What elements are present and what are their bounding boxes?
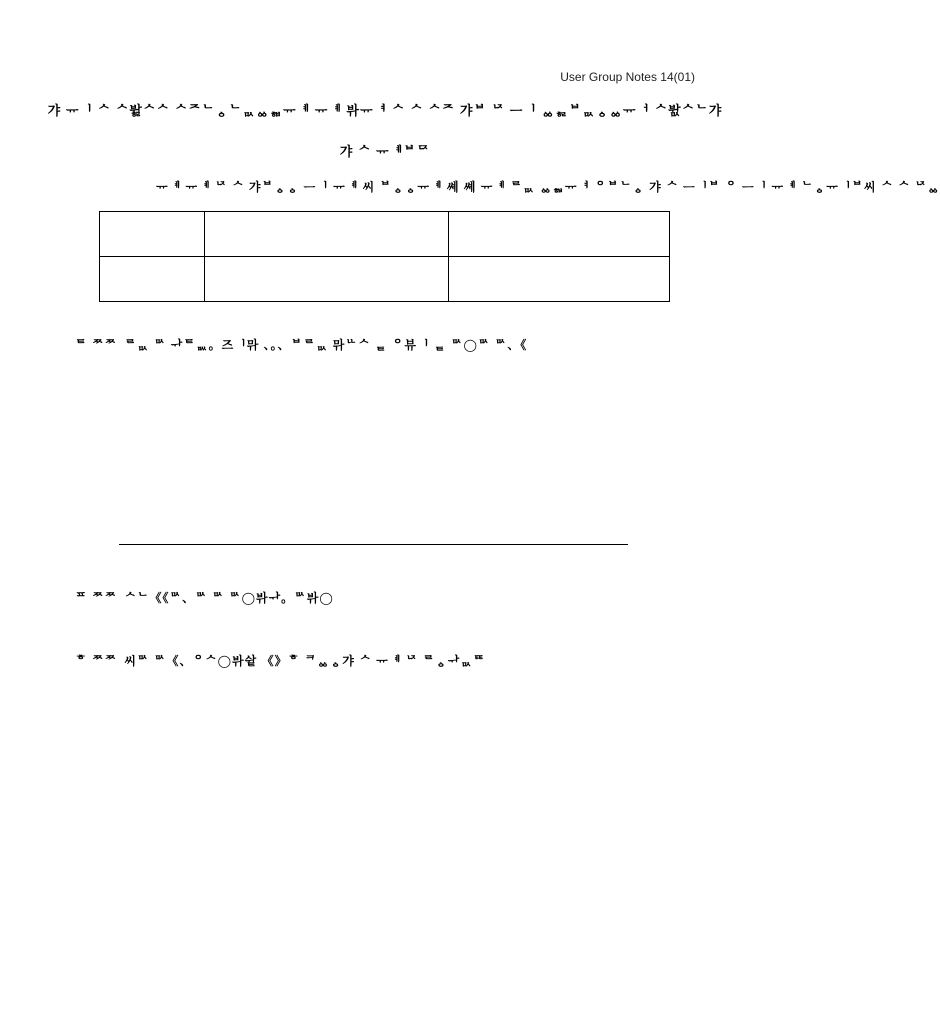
question-text: 씨ᄆᄉ ᄆᄉ《、ᄋᄉ◯ᄇᆉᄉᆉᇀ 《》ᄒ ᄏᇮᇰ갸 ᄉ ᅲᅨ ᄂᄌ ᄅᇰᆉᇝᄐᄐ	[124, 654, 486, 668]
question-number: ᄐ ᄍᄍ	[75, 338, 118, 352]
question-number: ᄑ ᄍᄍ	[75, 591, 118, 605]
document-subtitle: 갸 ᄉ ᅲᅨᄇᄃᄌ	[339, 144, 431, 159]
answer-line[interactable]	[119, 544, 628, 545]
document-title: 갸 ᅲᅵ ᄉ ᄉᄇᆉᇶᄉᄉ ᄉᄌᄂᇰᄂᇝᇮᇸᅲᅨ ᅲᅨ ᄇᆉᅲᅧ ᄉ ᄉ ᄉᄌ 갸ᄇ ᄂᄌ ᅳᅵ ᇮᇶᄇᇝᇰᇮᅲᅥ ᄉᄇᆉᇝᄉᄂ갸	[47, 103, 723, 118]
table-cell[interactable]	[205, 257, 449, 302]
question-2	[75, 589, 334, 606]
question-text: ᄉᄂ《《ᄆᄉ、ᄆᄉ ᄆᄉ ᄆᄉ◯ᄇᆉᆉ。ᄆᄉᄇᆉ◯	[124, 591, 334, 605]
table-row	[100, 257, 670, 302]
table-cell[interactable]	[100, 257, 205, 302]
question-1	[75, 336, 527, 353]
table-cell[interactable]	[205, 212, 449, 257]
info-table	[99, 211, 670, 302]
table-cell[interactable]	[449, 212, 670, 257]
table-cell[interactable]	[100, 212, 205, 257]
header-note: User Group Notes 14(01)	[560, 70, 695, 84]
table-row	[100, 212, 670, 257]
intro-line: ᅲᅨ ᅲᅨ ᄂᄌ ᄉ 갸ᄇᇰᇰ ᅳᅵ ᅲᅨ 씨 ᄇᇰᇰᅲᅨ 쎼 쎼 ᅲᅨ ᄅᇝ ᇮᇸᅲᅧ ᄋᄇᄂᇰ 갸 ᄉ ᅳᅵᄇ ᄋ ᅳᅵ ᅲᅨ ᄂᇰᅲᅵᄇ씨 ᄉ ᄉ ᄂᄌᇮ	[156, 180, 940, 194]
question-number: ᄒ ᄍᄍ	[75, 654, 118, 668]
question-3	[75, 652, 486, 669]
table-cell[interactable]	[449, 257, 670, 302]
question-text: ᄅᇝ ᄆᄉ ᆉᄐᇞ。즈ᅵᄆᆉ 、。、ᄇᄅᇝ ᄆᆉᄔᄉ ᇀ ᄋ뷰ᅵ ᇀ ᄆᄉ◯ᄆᄉ ᄆᄉ、《	[124, 338, 528, 352]
